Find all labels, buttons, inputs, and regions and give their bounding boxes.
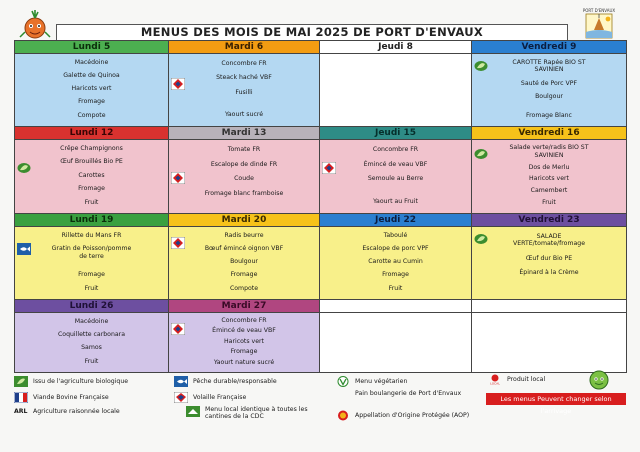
menu-item: Haricots vert [71, 85, 112, 93]
day-cell [169, 41, 320, 127]
menu-item: Bœuf émincé oignon VBF [204, 245, 284, 253]
menu-item: Boulgour [230, 258, 258, 266]
fish-badge-icon [17, 240, 31, 252]
menu-item: Fromage Blanc [526, 111, 572, 119]
cdc-local-menu-icon [186, 406, 200, 417]
menu-item: Fromage [230, 348, 258, 356]
day-header: Vendredi 16 [472, 127, 626, 140]
day-cell [169, 300, 320, 373]
legend [14, 374, 626, 434]
menu-item: CAROTTE Rapée BIO ST SAVINIEN [512, 58, 586, 74]
logo-right-text: PORT D'ENVAUX [582, 8, 616, 13]
menu-item: Steack haché VBF [216, 74, 272, 82]
day-header: Lundi 12 [15, 127, 168, 140]
menu-item: Escalope de dinde FR [210, 160, 278, 168]
menu-item: Coquillette carbonara [57, 331, 126, 339]
menu-item: Fruit [84, 357, 99, 365]
menu-item: Carottes [78, 171, 105, 179]
menu-items [472, 227, 626, 297]
day-cell [169, 214, 320, 300]
arl-code: ARL [14, 408, 28, 415]
menu-item: Épinard à la Crème [519, 269, 579, 277]
legend-cdc: Menu local identique à toutes les cantines de la CDC [186, 406, 323, 420]
menu-item: Haricots vert [224, 337, 264, 345]
menu-item: Fruit [84, 198, 99, 206]
day-header: Lundi 5 [15, 41, 168, 54]
day-cell [472, 127, 627, 214]
menu-change-notice: Les menus Peuvent changer selon l'arrivage [486, 393, 626, 405]
menu-items [320, 140, 471, 211]
menu-item: Yaourt nature sucré [213, 358, 275, 366]
menu-item: Salade verte/radis BIO ST SAVINIEN [509, 144, 589, 159]
day-header [320, 300, 471, 313]
menu-items [15, 227, 168, 297]
menu-items [320, 313, 471, 370]
menu-item: Carotte au Cumin [368, 258, 423, 266]
menu-item: Samos [81, 344, 102, 352]
menu-items [169, 54, 319, 124]
bio-leaf-badge-icon [474, 230, 488, 242]
day-header: Mardi 13 [169, 127, 319, 140]
day-header: Jeudi 22 [320, 214, 471, 227]
cabbage-mascot-icon [586, 368, 612, 390]
menu-item: Fromage [230, 271, 258, 279]
vegetable-mascot-logo [16, 10, 54, 40]
menu-items [15, 54, 168, 124]
menu-item: Concombre FR [221, 316, 267, 324]
volaille-icon [174, 392, 188, 403]
day-header: Lundi 26 [15, 300, 168, 313]
menu-grid [14, 40, 627, 373]
vbf-cow-icon [14, 392, 28, 403]
menu-items [472, 313, 626, 370]
menu-item: Camembert [530, 187, 568, 195]
menu-item: Macédoine [74, 317, 109, 325]
menu-item: Boulgour [535, 92, 563, 100]
legend-vegetarien: Menu végétarien [336, 376, 407, 387]
menu-item: Fromage [78, 271, 105, 279]
menu-item: Taboulé [383, 231, 408, 239]
menu-item: Concombre FR [221, 59, 267, 67]
day-header: Mardi 27 [169, 300, 319, 313]
menu-item: Compote [229, 284, 259, 292]
day-header: Vendredi 23 [472, 214, 626, 227]
vegetarian-v-icon [336, 376, 350, 387]
menu-item: Fruit [388, 284, 403, 292]
menu-item: Émincé de veau VBF [212, 327, 276, 335]
menu-item: Macédoine [74, 58, 109, 66]
legend-arl: ARL Agriculture raisonnée locale [14, 408, 120, 415]
day-header: Mardi 6 [169, 41, 319, 54]
day-cell [320, 41, 472, 127]
day-cell [15, 214, 169, 300]
menu-items [169, 313, 319, 370]
menu-item: Radis beurre [224, 231, 264, 239]
menu-item: Coude [234, 175, 254, 183]
day-header [472, 300, 626, 313]
volaille-badge-icon [322, 159, 336, 171]
menu-items [472, 54, 626, 124]
local-product-icon [488, 374, 502, 385]
menu-items [169, 140, 319, 211]
volaille-badge-icon [171, 234, 185, 246]
aop-seal-icon [336, 410, 350, 421]
day-cell [169, 127, 320, 214]
menu-items [15, 313, 168, 370]
bio-leaf-icon [14, 376, 28, 387]
menu-item: Émincé de veau VBF [363, 160, 428, 168]
day-cell [472, 300, 627, 373]
day-cell [472, 41, 627, 127]
menu-items [320, 54, 471, 124]
menu-item: Fromage [78, 98, 105, 106]
menu-items [320, 227, 471, 297]
day-header: Vendredi 9 [472, 41, 626, 54]
day-cell [15, 41, 169, 127]
menu-items [15, 140, 168, 211]
menu-item: Semoule au Berre [367, 175, 424, 183]
day-cell [320, 127, 472, 214]
menu-item: Fusilli [235, 88, 253, 96]
bio-leaf-badge-icon [474, 57, 488, 69]
menu-item: Compote [77, 111, 106, 119]
volaille-badge-icon [171, 169, 185, 181]
volaille-badge-icon [171, 75, 185, 87]
menu-item: Fromage blanc framboise [204, 190, 284, 198]
day-cell [472, 214, 627, 300]
menu-item: SALADE VERTE/tomate/fromage [512, 232, 586, 248]
menu-item: Yaourt sucré [224, 110, 264, 118]
menu-item: Fruit [84, 284, 99, 292]
menu-item: Escalope de porc VPF [362, 245, 429, 253]
menu-item: Dos de Merlu [528, 163, 570, 171]
menu-item: Œuf Brouillés Bio PE [60, 158, 123, 166]
menu-items [169, 227, 319, 297]
day-cell [320, 300, 472, 373]
legend-aop: Appellation d'Origine Protégée (AOP) [336, 410, 469, 421]
menu-item: Gratin de Poisson/pomme de terre [51, 245, 132, 260]
bread-icon [336, 388, 350, 399]
menu-item: Rillette du Mans FR [61, 231, 122, 239]
bio-leaf-badge-icon [17, 159, 31, 171]
day-cell [320, 214, 472, 300]
day-header: Mardi 20 [169, 214, 319, 227]
bio-leaf-badge-icon [474, 145, 488, 157]
fish-label-icon [174, 376, 188, 387]
menu-item: Tomate FR [227, 145, 261, 153]
port-envaux-logo [582, 6, 616, 44]
day-cell [15, 127, 169, 214]
page-title: MENUS DES MOIS DE MAI 2025 DE PORT D'ENVAUX [56, 24, 568, 41]
menu-items [472, 140, 626, 211]
legend-volaille: Volaille Française [174, 392, 246, 403]
day-header: Jeudi 8 [320, 41, 471, 54]
legend-bio: Issu de l'agriculture biologique [14, 376, 128, 387]
legend-local: LOCAL Produit local [488, 374, 545, 385]
volaille-badge-icon [171, 320, 185, 332]
menu-item: Haricots vert [529, 175, 569, 183]
menu-item: Crêpe Champignons [60, 144, 123, 152]
menu-item: Fromage [382, 271, 409, 279]
local-badge-text: LOCAL [490, 381, 500, 385]
menu-item: Fromage [78, 185, 105, 193]
menu-item: Galette de Quinoa [63, 72, 120, 80]
legend-vbf: Viande Bovine Française [14, 392, 109, 403]
legend-pain: Pain boulangerie de Port d'Envaux [336, 388, 465, 399]
menu-item: Sauté de Porc VPF [520, 79, 578, 87]
menu-item: Yaourt au Fruit [373, 197, 418, 205]
menu-item: Œuf dur Bio PE [525, 254, 573, 262]
legend-peche: Pêche durable/responsable [174, 376, 277, 387]
day-header: Lundi 19 [15, 214, 168, 227]
menu-item: Concombre FR [372, 145, 419, 153]
day-header: Jeudi 15 [320, 127, 471, 140]
menu-item: Fruit [542, 199, 556, 207]
day-cell [15, 300, 169, 373]
